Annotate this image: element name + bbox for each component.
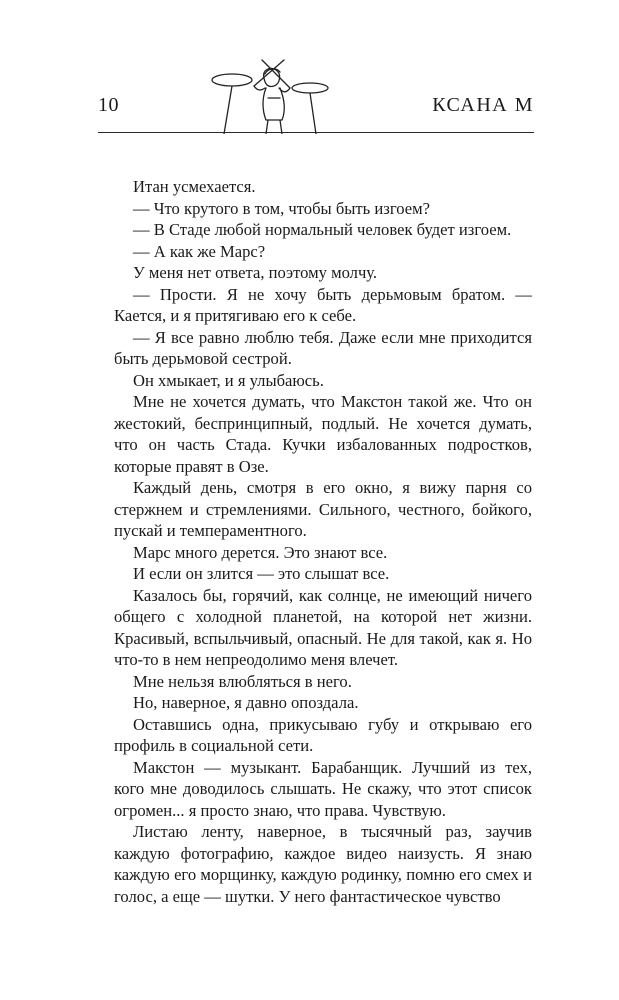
- drummer-illustration-icon: [210, 58, 330, 134]
- paragraph: И если он злится — это слышат все.: [133, 564, 390, 583]
- paragraph: Макстон — музыкант. Барабанщик. Лучший из тех, кого мне доводилось слышать. Не скажу, что этот список огромен... я просто знаю, что права. Чувствую.: [114, 757, 532, 820]
- paragraph: Листаю ленту, наверное, в тысячный раз, заучив каждую фотографию, каждое видео наизусть. Я знаю каждую его морщинку, каждую родинку, помню его смех и голос, а еще — шутки. У него фантастическое чувство: [114, 822, 532, 906]
- paragraph: Но, наверное, я давно опоздала.: [133, 693, 359, 712]
- paragraph: — Что крутого в том, чтобы быть изгоем?: [133, 198, 430, 218]
- running-head: [98, 58, 534, 136]
- paragraph: У меня нет ответа, поэтому молчу.: [133, 263, 378, 282]
- paragraph: Итан усмехается.: [133, 177, 256, 196]
- header-rule: [98, 132, 534, 133]
- paragraph: Оставшись одна, прикусываю губу и открываю его профиль в социальной сети.: [114, 714, 532, 755]
- paragraph: Каждый день, смотря в его окно, я вижу парня со стержнем и стремлениями. Сильного, честного, бойкого, пускай и темпераментного.: [114, 478, 532, 540]
- paragraph: — Я все равно люблю тебя. Даже если мне приходится быть дерьмовой сестрой.: [114, 327, 532, 368]
- body-text: [114, 176, 532, 907]
- page-number: 10: [98, 94, 119, 116]
- paragraph: — В Стаде любой нормальный человек будет изгоем.: [133, 220, 512, 239]
- paragraph: Марс много дерется. Это знают все.: [133, 542, 388, 562]
- author-name: КСАНА М: [432, 94, 534, 116]
- paragraph: Мне не хочется думать, что Макстон такой же. Что он жестокий, беспринципный, подлый. Не хочется думать, что он часть Стада. Кучки избалованных подростков, которые правят в Озе.: [114, 392, 532, 476]
- paragraph: Казалось бы, горячий, как солнце, не имеющий ничего общего с холодной планетой, на которой нет жизни. Красивый, вспыльчивый, опасный. Не для такой, как я. Но что-то в нем непреодолимо меня влечет.: [114, 585, 532, 669]
- paragraph: Мне нельзя влюбляться в него.: [133, 671, 352, 691]
- paragraph: — Прости. Я не хочу быть дерьмовым братом. — Кается, и я притягиваю его к себе.: [114, 284, 532, 325]
- paragraph: Он хмыкает, и я улыбаюсь.: [133, 370, 324, 390]
- paragraph: — А как же Марс?: [133, 241, 266, 261]
